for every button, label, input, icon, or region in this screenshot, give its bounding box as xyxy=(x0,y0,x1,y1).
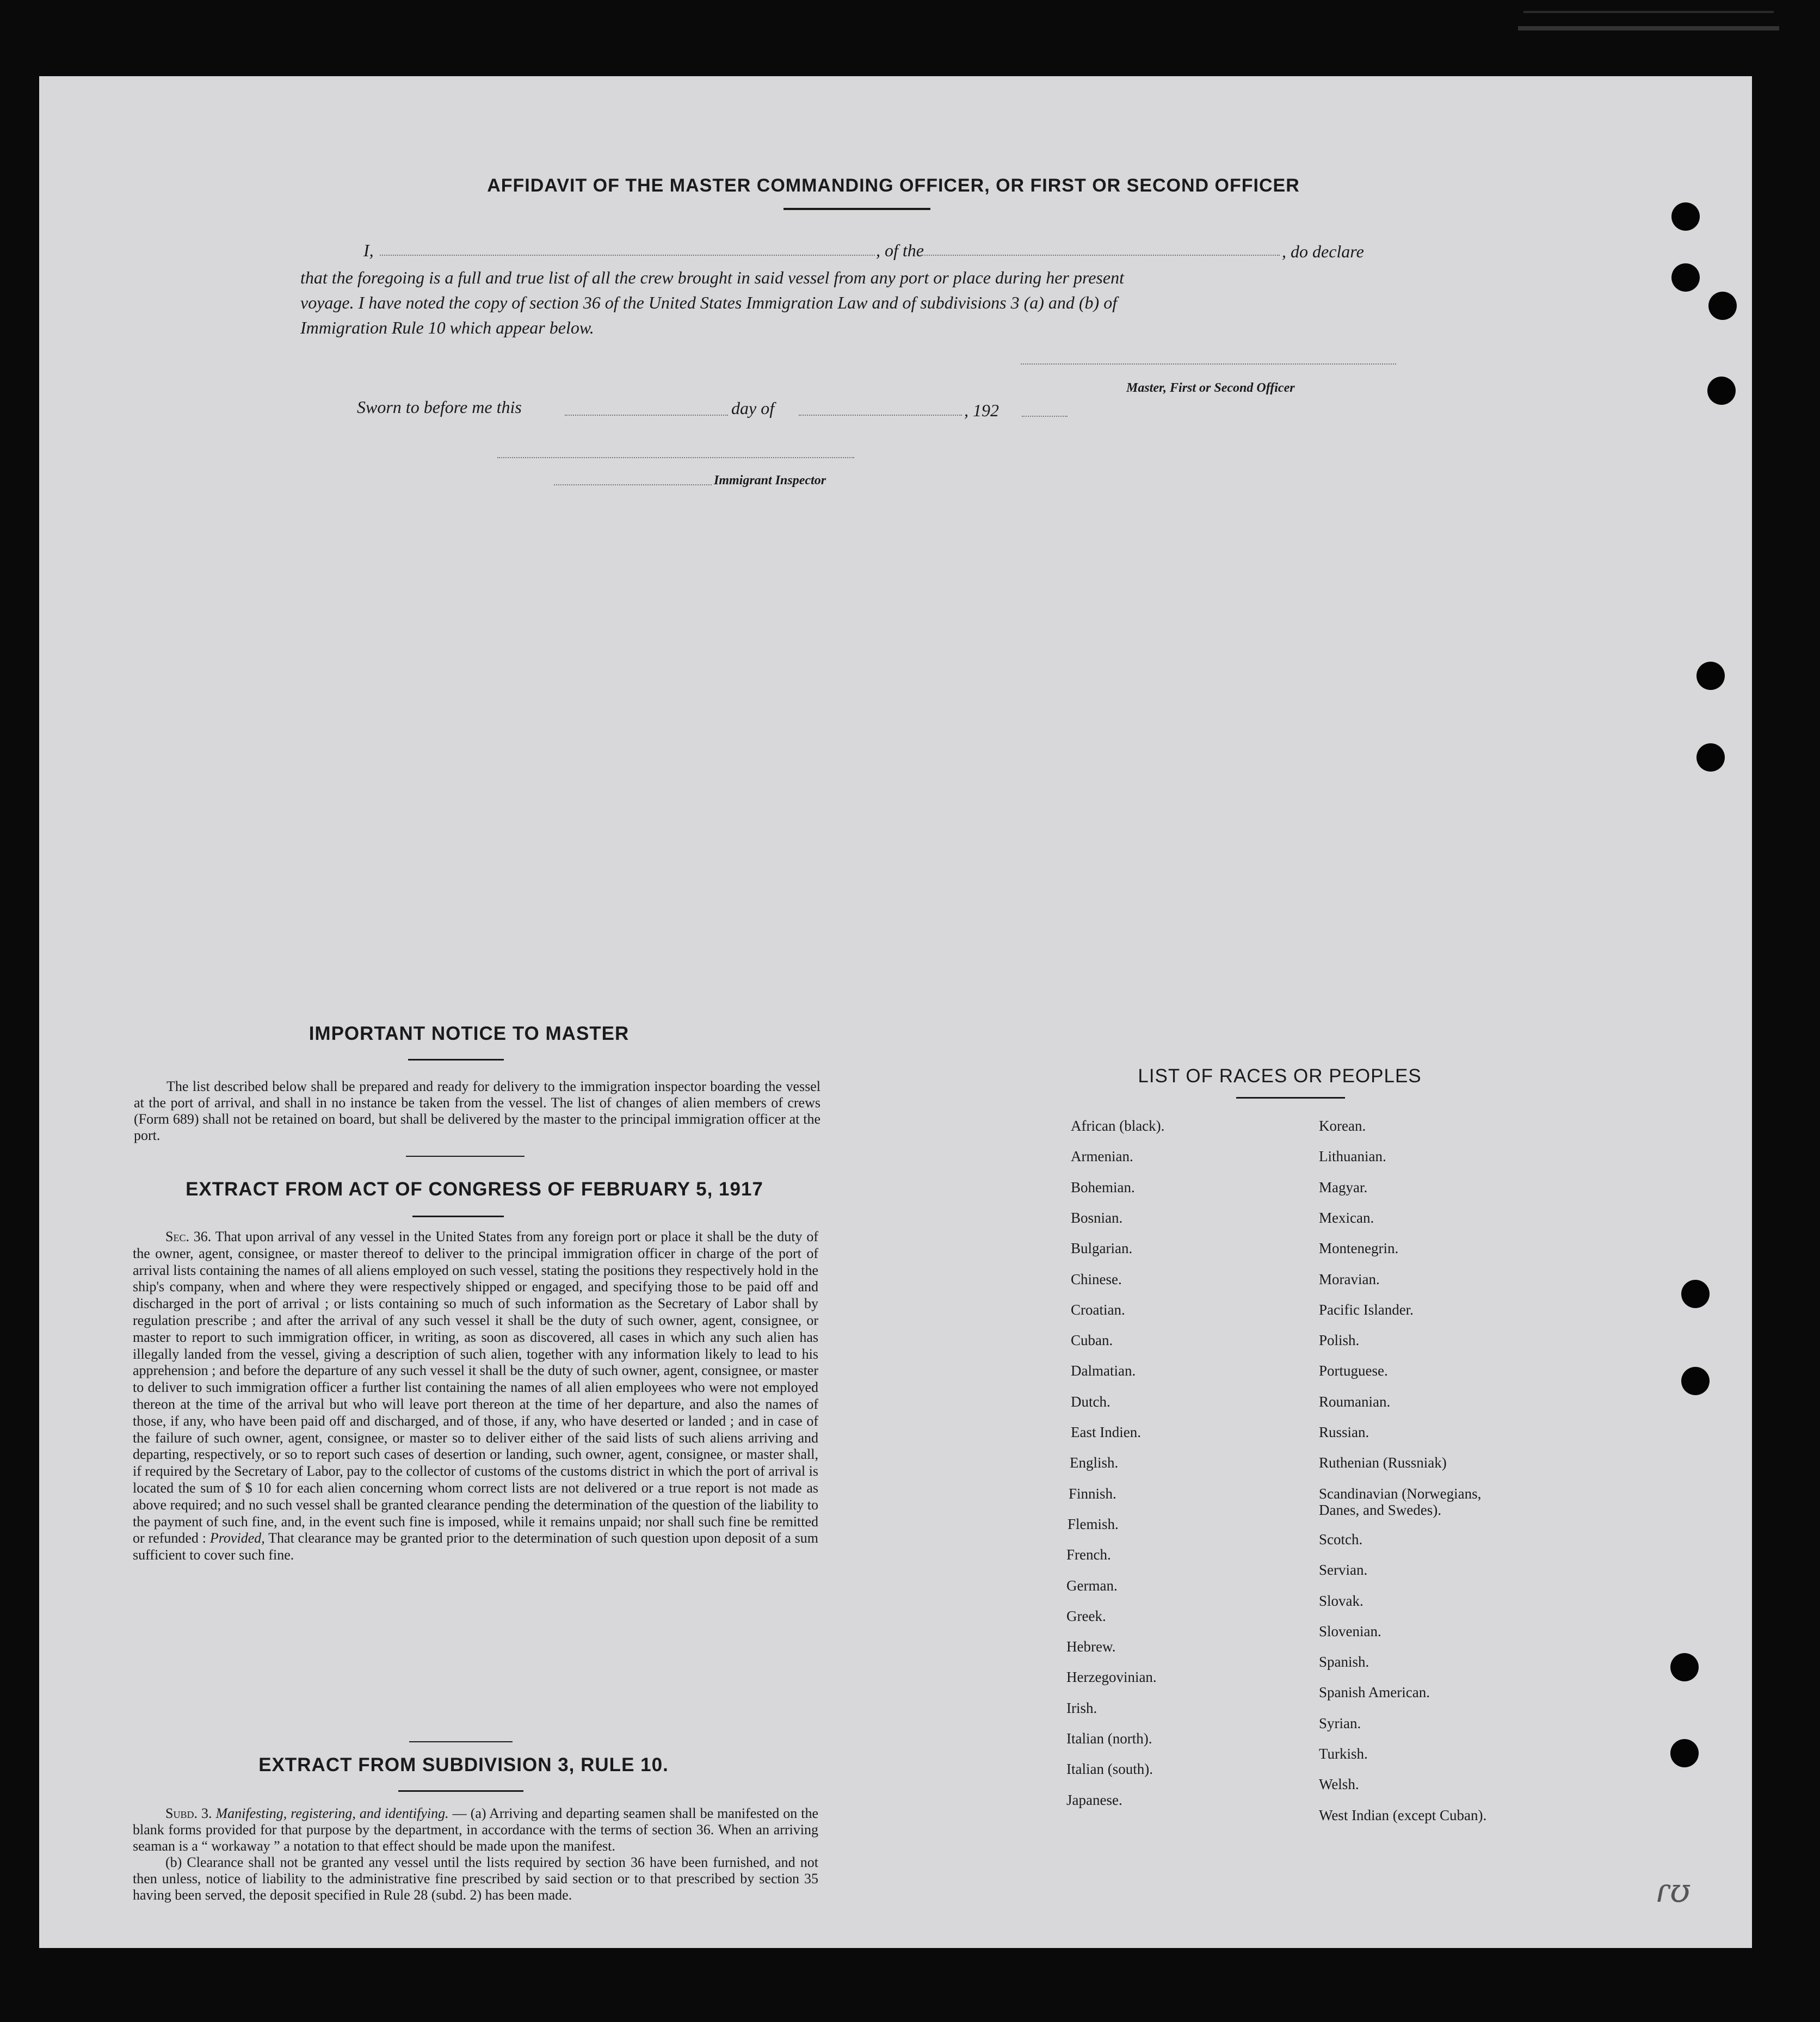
sworn-day-field[interactable] xyxy=(565,415,728,416)
binder-hole xyxy=(1670,1739,1699,1767)
race-item: Roumanian. xyxy=(1319,1393,1391,1410)
binder-hole xyxy=(1708,292,1737,320)
race-item: Ruthenian (Russniak) xyxy=(1319,1454,1447,1471)
notice-title-rule xyxy=(408,1059,504,1061)
affidavit-i-label: I, xyxy=(363,241,374,260)
race-item: Cuban. xyxy=(1071,1332,1113,1349)
race-item: Bosnian. xyxy=(1071,1209,1123,1226)
binder-hole xyxy=(1707,377,1736,405)
race-item: Mexican. xyxy=(1319,1209,1374,1226)
handwritten-mark: ɾʊ xyxy=(1655,1872,1691,1910)
race-item: Lithuanian. xyxy=(1319,1148,1386,1165)
race-item: Flemish. xyxy=(1068,1515,1119,1532)
rule-title: EXTRACT FROM SUBDIVISION 3, RULE 10. xyxy=(258,1754,669,1776)
affidavit-title-rule xyxy=(783,208,930,210)
race-item: Croatian. xyxy=(1071,1301,1125,1318)
rule-paragraph-b: (b) Clearance shall not be granted any vessel until the lists required by section 36 have been furnished, and not then unless, notice of liability to the administrative fine prescribed by said section or to that prescribed by section 35 having been served, the deposit specified in Rule 28 (subd. 2) has been made. xyxy=(133,1854,818,1903)
film-edge-mark xyxy=(1518,26,1779,30)
sworn-day-label: day of xyxy=(731,398,775,418)
act-tail: That clearance may be granted prior to the determination of such question upon deposit of a sum sufficient to cover such fine. xyxy=(133,1530,819,1563)
race-item: Portuguese. xyxy=(1319,1363,1388,1379)
race-item: Scandinavian (Norwegians, Danes, and Swedes). xyxy=(1319,1485,1482,1518)
race-item: Italian (south). xyxy=(1066,1761,1153,1778)
affidavit-declare-label: , do declare xyxy=(1282,242,1364,261)
document-page xyxy=(39,76,1752,1948)
races-title: LIST OF RACES OR PEOPLES xyxy=(1138,1065,1422,1087)
affidavit-title: AFFIDAVIT OF THE MASTER COMMANDING OFFICER, OR FIRST OR SECOND OFFICER xyxy=(487,175,1300,196)
race-item: Slovak. xyxy=(1319,1592,1364,1609)
rule-a-text: — (a) Arriving and departing seamen shall be manifested on the blank forms provided for that purpose by the department, in accordance with the terms of section 36. When an arriving seaman is a “ workaway ” a notation to that effect should be made upon the manifest. xyxy=(133,1805,819,1854)
race-item: Montenegrin. xyxy=(1319,1240,1399,1257)
race-item: Irish. xyxy=(1066,1699,1097,1716)
race-item: African (black). xyxy=(1071,1118,1165,1134)
race-item: Chinese. xyxy=(1071,1271,1122,1287)
affidavit-body-line: Immigration Rule 10 which appear below. xyxy=(300,318,594,337)
affidavit-body-line: that the foregoing is a full and true list of all the crew brought in said vessel from any port or place during her present xyxy=(300,268,1124,287)
sworn-year-field[interactable] xyxy=(1022,416,1068,417)
act-end-rule xyxy=(409,1741,513,1742)
race-item: Syrian. xyxy=(1319,1715,1361,1731)
inspector-dotted-lead xyxy=(554,484,712,485)
race-item: Finnish. xyxy=(1069,1485,1116,1502)
race-item: Bulgarian. xyxy=(1071,1240,1133,1257)
act-body xyxy=(133,1229,818,1564)
race-item: Pacific Islander. xyxy=(1319,1301,1414,1318)
notice-title: IMPORTANT NOTICE TO MASTER xyxy=(309,1023,630,1044)
act-section-label: Sec. 36. xyxy=(165,1229,212,1244)
race-item: Magyar. xyxy=(1319,1179,1368,1195)
sworn-prefix: Sworn to before me this xyxy=(357,397,522,417)
binder-hole xyxy=(1696,662,1725,690)
binder-hole xyxy=(1670,1653,1699,1681)
race-item: West Indian (except Cuban). xyxy=(1319,1807,1487,1823)
sworn-year-label: , 192 xyxy=(964,400,999,420)
binder-hole xyxy=(1681,1280,1710,1308)
notice-body xyxy=(134,1078,820,1144)
race-item: Greek. xyxy=(1066,1607,1106,1624)
affidavit-body-line: voyage. I have noted the copy of section 36 of the United States Immigration Law and of subdivisions 3 (a) and (b) of xyxy=(300,293,1118,312)
rule-paragraph-a xyxy=(133,1805,818,1854)
act-paragraph xyxy=(133,1229,818,1564)
race-item: English. xyxy=(1070,1454,1119,1471)
race-item: Hebrew. xyxy=(1066,1638,1116,1655)
race-item: Scotch. xyxy=(1319,1531,1363,1548)
declarant-name-field[interactable] xyxy=(380,255,875,256)
race-item: East Indien. xyxy=(1071,1424,1141,1440)
inspector-signature-field[interactable] xyxy=(497,457,854,458)
race-item: Polish. xyxy=(1319,1332,1360,1349)
binder-hole xyxy=(1671,263,1700,292)
master-signature-field[interactable] xyxy=(1021,363,1396,365)
notice-end-rule xyxy=(406,1156,525,1157)
race-item: Spanish. xyxy=(1319,1654,1369,1670)
race-item: Welsh. xyxy=(1319,1776,1359,1793)
race-item: French. xyxy=(1066,1546,1111,1563)
race-item: Korean. xyxy=(1319,1118,1366,1134)
binder-hole xyxy=(1681,1367,1710,1395)
race-item: Dalmatian. xyxy=(1071,1363,1136,1379)
race-item: Russian. xyxy=(1319,1424,1369,1440)
sworn-month-field[interactable] xyxy=(799,415,962,416)
race-item: Moravian. xyxy=(1319,1271,1380,1287)
master-signature-label: Master, First or Second Officer xyxy=(1126,381,1295,395)
rule-subd-heading: Manifesting, registering, and identifying. xyxy=(215,1805,449,1821)
race-item: Dutch. xyxy=(1071,1393,1110,1410)
act-section-text: That upon arrival of any vessel in the United States from any foreign port or place it shall be the duty of the owner, agent, consignee, or master thereof to deliver to the principal immigration officer in charge of the port of arrival lists containing the names of all aliens employed on such vessel, stating the positions they respectively hold in the ship's company, when and where they were respectively shipped or engaged, and specifying those to be paid off and discharged in the port of arrival ; or lists containing so much of such information as the Secretary of Labor shall by regulation prescribe ; and after the arrival of any such vessel it shall be the duty of such owner, agent, consignee, or master to report to such immigration officer, in writing, as soon as discovered, all cases in which any such alien has illegally landed from the vessel, giving a description of such alien, together with any information likely to lead to his apprehension ; and before the departure of any such vessel it shall be the duty of such owner, agent, consignee, or master to deliver to such immigration officer a further list containing the names of all alien employees who were not employed thereon at the time of the arrival but who will leave port thereon at the time of her departure, and also the names of those, if any, who have been paid off and discharged, and of those, if any, who have deserted or landed ; and in case of the failure of such owner, agent, consignee, or master so to deliver either of the said lists of such aliens arriving and departing, respectively, or so to report such cases of desertion or landing, such owner, agent, consignee, or master shall, if required by the Secretary of Labor, pay to the collector of customs of the customs district in which the port of arrival is located the sum of $ 10 for each alien concerning whom correct lists are not delivered or a true report is not made as above required; and no such vessel shall be granted clearance pending the determination of the question of the liability to the payment of such fine, and, in the event such fine is imposed, while it remains unpaid; nor shall such fine be remitted or refunded : xyxy=(133,1229,818,1546)
film-edge-mark xyxy=(1523,11,1774,13)
race-item: Bohemian. xyxy=(1071,1179,1135,1195)
notice-paragraph: The list described below shall be prepared and ready for delivery to the immigration inspector boarding the vessel at the port of arrival, and shall in no instance be taken from the vessel. The list of changes of alien members of crews (Form 689) shall not be retained on board, but shall be delivered by the master to the principal immigration officer at the port. xyxy=(134,1078,820,1143)
act-provided: Provided, xyxy=(209,1530,265,1546)
race-item: Servian. xyxy=(1319,1562,1368,1579)
binder-hole xyxy=(1696,743,1725,772)
rule-subd-label: Subd. 3. xyxy=(165,1805,212,1821)
race-item: Armenian. xyxy=(1071,1148,1133,1165)
race-item: Japanese. xyxy=(1066,1791,1122,1808)
race-item: Herzegovinian. xyxy=(1066,1669,1157,1686)
inspector-label: Immigrant Inspector xyxy=(714,473,826,488)
binder-hole xyxy=(1671,202,1700,231)
rule-body xyxy=(133,1805,818,1903)
affidavit-of-label: , of the xyxy=(876,241,924,260)
vessel-name-field[interactable] xyxy=(921,255,1280,256)
races-title-rule xyxy=(1236,1097,1345,1099)
race-item: Italian (north). xyxy=(1066,1730,1152,1747)
act-title: EXTRACT FROM ACT OF CONGRESS OF FEBRUARY 5, 1917 xyxy=(186,1179,763,1200)
race-item: Turkish. xyxy=(1319,1746,1368,1762)
rule-title-rule xyxy=(398,1790,523,1792)
race-item: Spanish American. xyxy=(1319,1684,1430,1701)
act-title-rule xyxy=(412,1216,504,1217)
race-item: German. xyxy=(1066,1577,1118,1594)
race-item: Slovenian. xyxy=(1319,1623,1381,1639)
